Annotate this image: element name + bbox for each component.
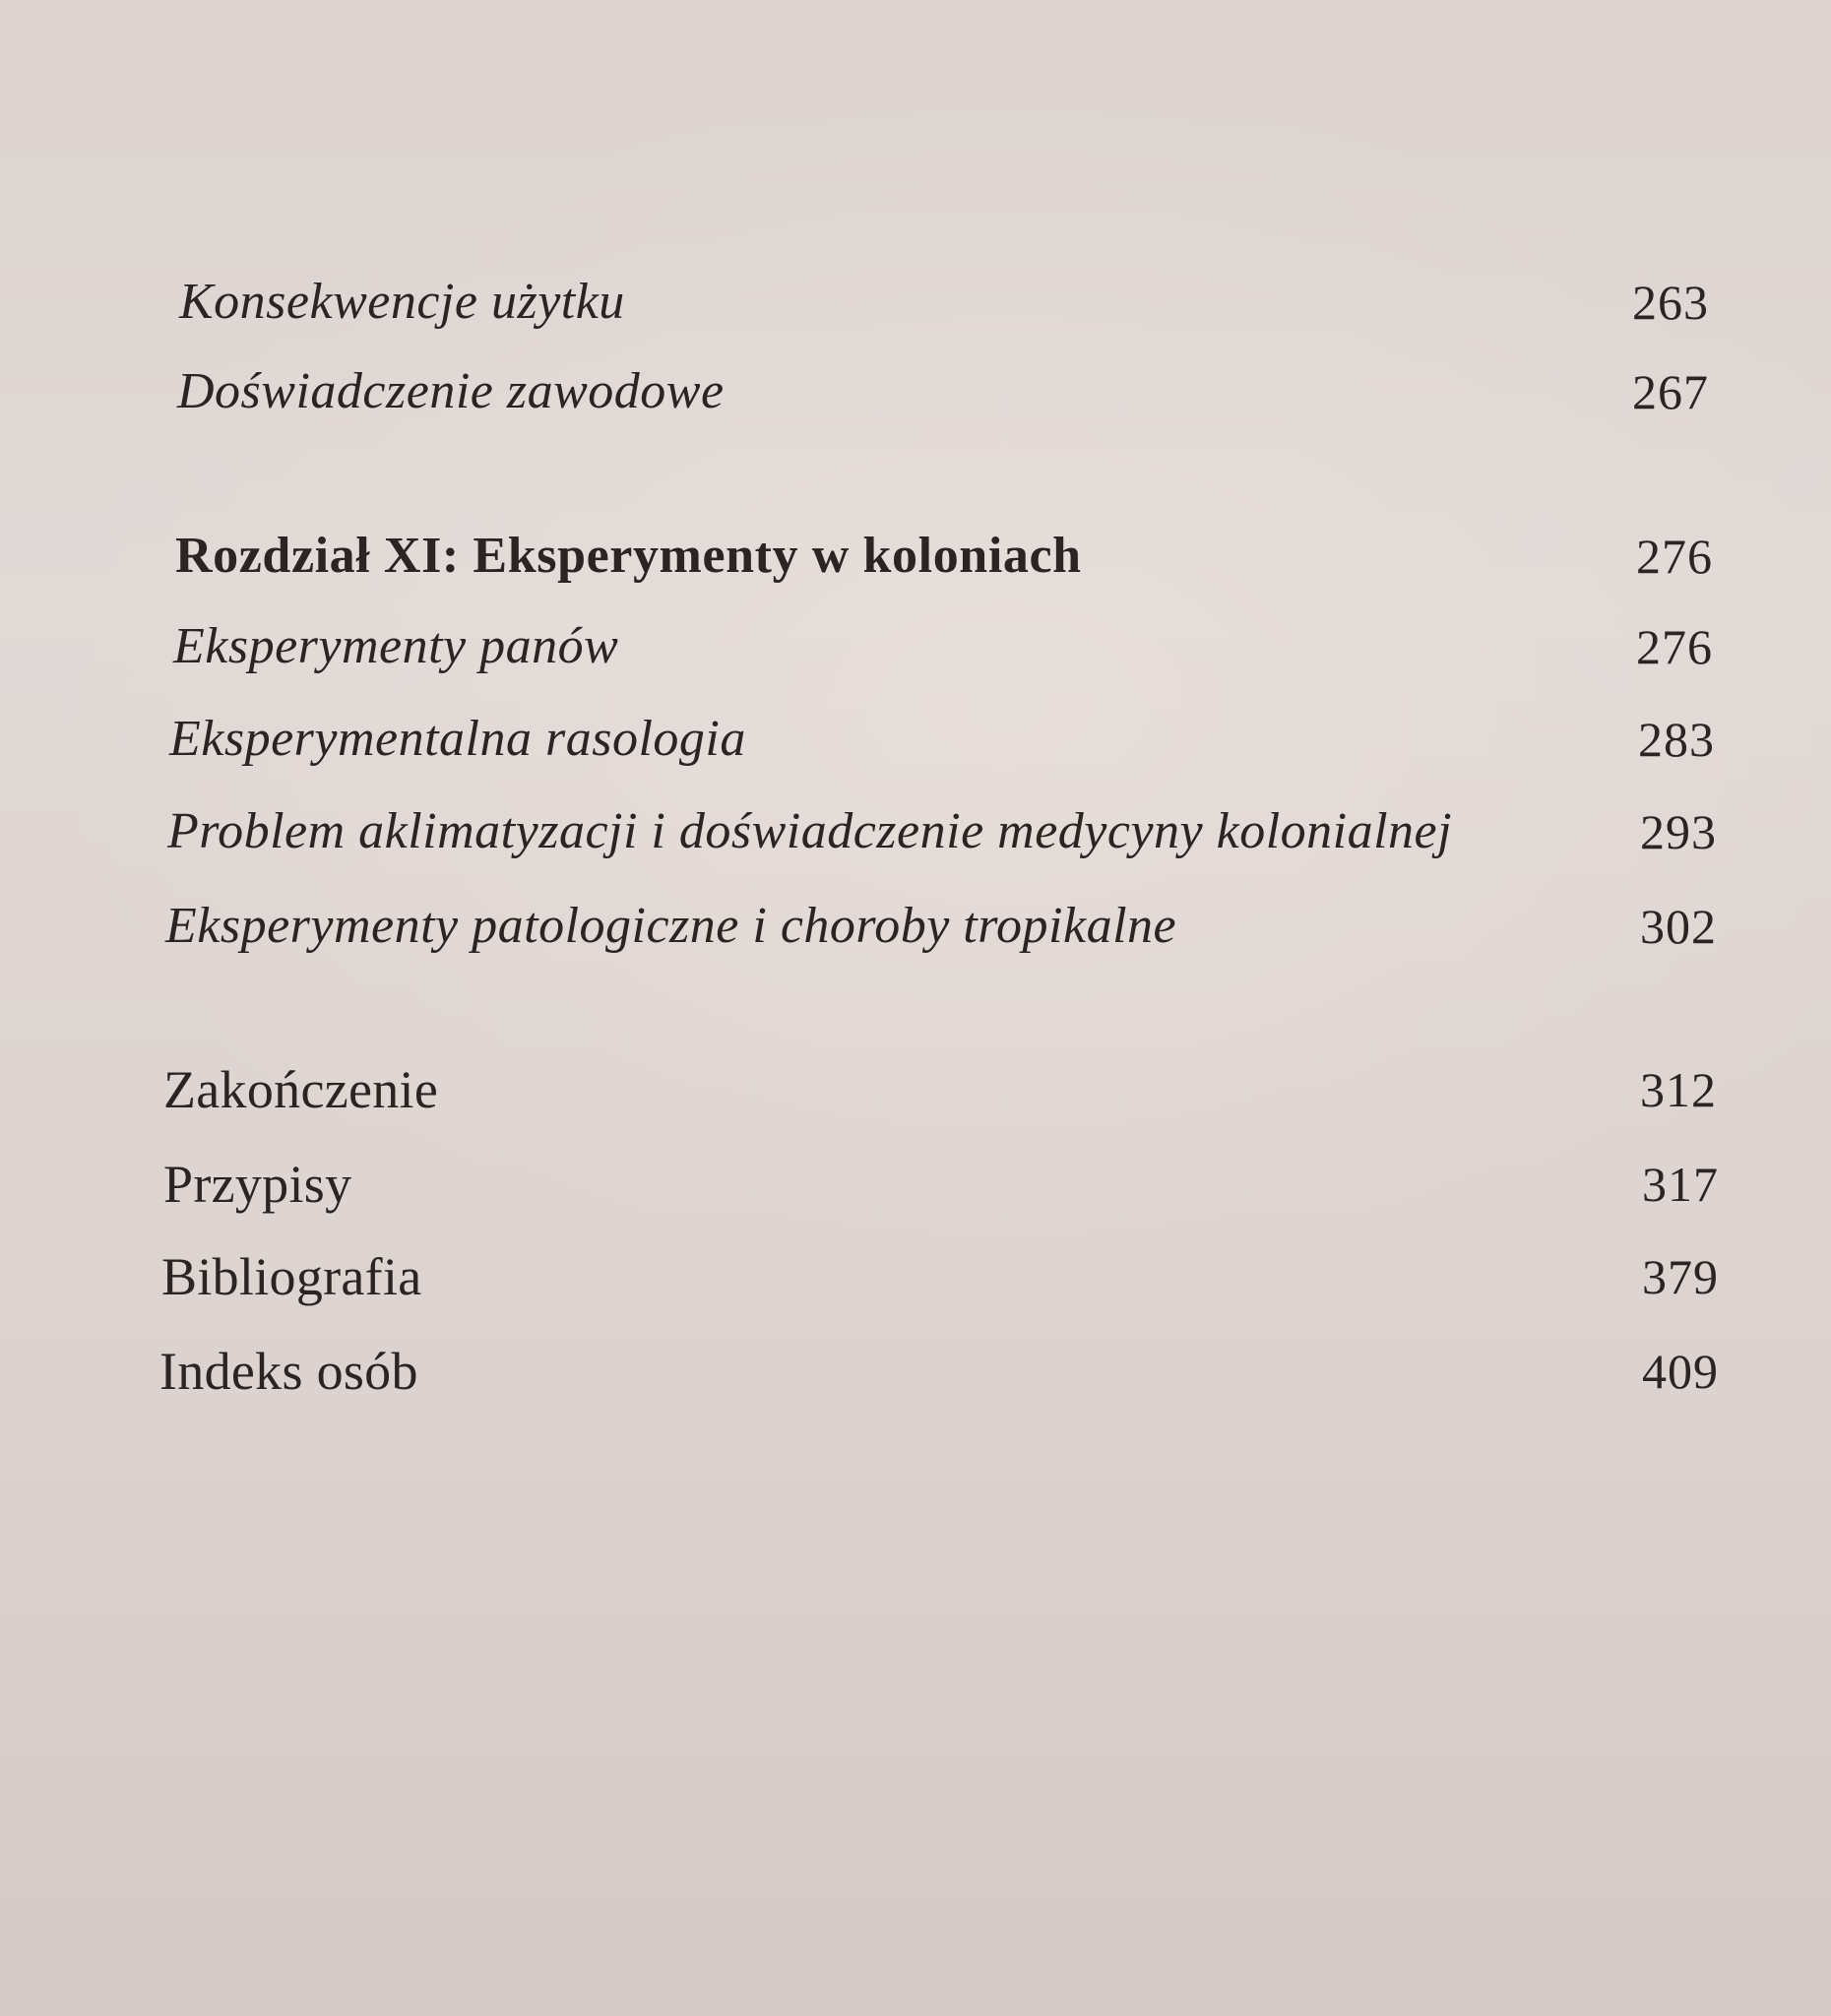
toc-entry-title: Eksperymenty panów bbox=[173, 618, 619, 674]
toc-entry bbox=[159, 1337, 1744, 1406]
toc-entry-title: Przypisy bbox=[163, 1155, 352, 1214]
toc-entry bbox=[179, 268, 1715, 337]
toc-entry-title: Bibliografia bbox=[161, 1247, 422, 1306]
toc-entry-page: 276 bbox=[1636, 529, 1713, 584]
toc-entry-page: 312 bbox=[1640, 1062, 1717, 1117]
toc-entry bbox=[173, 612, 1719, 681]
toc-entry-title: Doświadczenie zawodowe bbox=[177, 363, 725, 419]
toc-entry-page: 409 bbox=[1642, 1344, 1719, 1399]
toc-entry-title: Problem aklimatyzacji i doświadczenie medycyny kolonialnej bbox=[167, 803, 1453, 859]
toc-entry-page: 283 bbox=[1638, 712, 1715, 767]
toc-entry bbox=[177, 357, 1713, 426]
toc-entry-title: Eksperymenty patologiczne i choroby tropikalne bbox=[165, 898, 1177, 954]
toc-entry-title: Eksperymentalna rasologia bbox=[169, 711, 746, 767]
toc-entry-page: 267 bbox=[1632, 364, 1709, 419]
toc-entry bbox=[163, 1150, 1738, 1219]
toc-entry-page: 379 bbox=[1642, 1249, 1719, 1304]
toc-entry-page: 293 bbox=[1640, 804, 1717, 859]
toc-entry bbox=[161, 1242, 1736, 1311]
toc-entry-title: Rozdział XI: Eksperymenty w koloniach bbox=[175, 528, 1082, 584]
toc-entry-page: 302 bbox=[1640, 899, 1717, 954]
toc-entry-title: Indeks osób bbox=[159, 1342, 418, 1401]
toc-entry bbox=[167, 797, 1733, 866]
toc-entry-page: 263 bbox=[1632, 275, 1709, 330]
toc-chapter-entry bbox=[175, 522, 1721, 591]
toc-entry bbox=[165, 892, 1731, 961]
toc-entry-page: 317 bbox=[1642, 1157, 1719, 1212]
toc-entry-title: Konsekwencje użytku bbox=[179, 274, 625, 330]
toc-entry bbox=[163, 1055, 1738, 1124]
toc-entry-title: Zakończenie bbox=[163, 1060, 439, 1119]
toc-entry bbox=[169, 705, 1725, 774]
toc-entry-page: 276 bbox=[1636, 619, 1713, 674]
